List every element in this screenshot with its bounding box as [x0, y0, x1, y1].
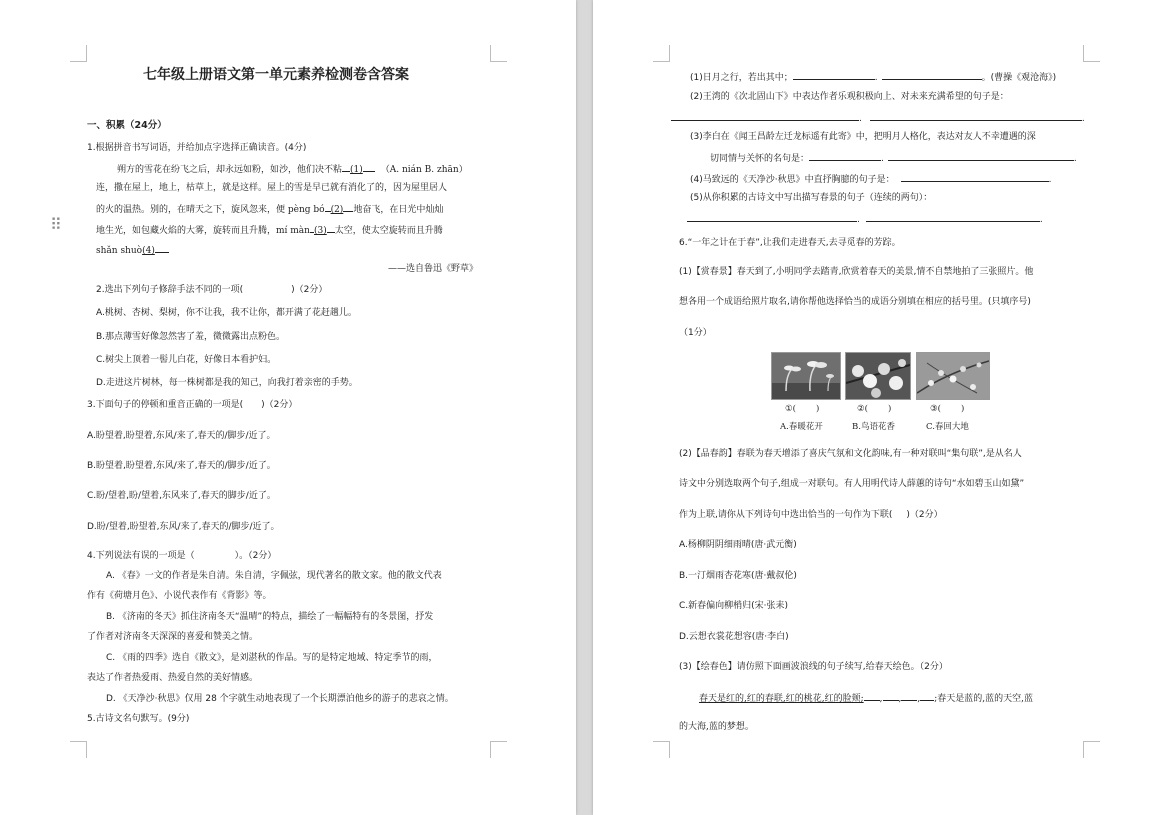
option: D.云想衣裳花想容(唐·李白) — [679, 632, 789, 642]
photo-label-3: ③( ) — [930, 404, 965, 414]
document-page-right — [593, 0, 1160, 815]
question-2: 2.选出下列句子修辞手法不同的一项( )（2分） — [96, 285, 328, 295]
question-6-part-2-continued: 诗文中分别选取两个句子,组成一对联句。有人用明代诗人薛蕙的诗句“水如碧玉山如黛” — [679, 479, 1025, 489]
option: A.杨柳阴阴细雨晴(唐·武元衡) — [679, 540, 797, 550]
photo-blossoms — [845, 352, 911, 400]
question-5: 5.古诗文名句默写。(9分) — [87, 714, 190, 724]
page-title: 七年级上册语文第一单元素养检测卷含答案 — [143, 67, 409, 83]
option: D. 《天净沙·秋思》仅用 28 个字就生动地表现了一个长期漂泊他乡的游子的悲哀之情。 — [106, 694, 454, 704]
drag-handle-icon[interactable]: ⠿ — [50, 215, 62, 234]
page-corner-mark — [490, 741, 507, 758]
page-corner-mark — [653, 45, 670, 62]
page-corner-mark — [70, 45, 87, 62]
question-6-part-1-score: （1分） — [679, 328, 712, 338]
page-corner-mark — [653, 741, 670, 758]
question-6-part-2: (2)【品春韵】春联为春天增添了喜庆气氛和文化韵味,有一种对联叫“集句联”,是从名人 — [679, 449, 1022, 459]
answer-blank-line: . . — [671, 110, 1085, 126]
idiom-option-b: B.鸟语花香 — [852, 422, 895, 432]
option-continued: 作有《荷塘月色》、小说代表作有《背影》等。 — [87, 591, 272, 601]
question-3: 3.下面句子的停顿和重音正确的一项是( )（2分） — [87, 400, 298, 410]
option: A.盼望着,盼望着,东风/来了,春天的/脚步/近了。 — [87, 431, 276, 441]
page-corner-mark — [490, 45, 507, 62]
question-6-part-1-continued: 想各用一个成语给照片取名,请你帮他选择恰当的成语分别填在相应的括号里。(只填序号) — [679, 297, 1031, 307]
option: C.树尖上顶着一髻儿白花，好像日本看护妇。 — [96, 355, 277, 365]
passage-source: ——选自鲁迅《野草》 — [388, 264, 479, 274]
section-heading: 一、积累（24分） — [87, 120, 167, 131]
question-6-part-1: (1)【赏春景】春天到了,小明同学去踏青,欣赏着春天的美景,情不自禁地拍了三张照片。他 — [679, 267, 1034, 277]
poem-item-4: (4)马致远的《天净沙·秋思》中直抒胸臆的句子是： . — [690, 171, 1052, 187]
idiom-option-c: C.春回大地 — [926, 422, 969, 432]
imitation-sentence-continued: 的大海,蓝的梦想。 — [679, 722, 754, 732]
option: B.那点薄雪好像忽然害了羞，微微露出点粉色。 — [96, 332, 286, 342]
option: B. 《济南的冬天》抓住济南冬天“温晴”的特点，描绘了一幅幅特有的冬景图，抒发 — [106, 612, 434, 622]
imitation-sentence: 春天是红的,红的春联,红的桃花,红的脸颊; , , , ;春天是蓝的,蓝的天空,蓝 — [699, 690, 1033, 706]
poem-item-2: (2)王湾的《次北固山下》中表达作者乐观积极向上、对未来充满希望的句子是： — [690, 92, 1009, 102]
option-continued: 表达了作者热爱雨、热爱自然的美好情感。 — [87, 673, 259, 683]
option: B.一汀烟雨杏花寒(唐·戴叔伦) — [679, 571, 797, 581]
photo-label-1: ①( ) — [785, 404, 820, 414]
question-4: 4.下列说法有误的一项是（ ）。（2分） — [87, 551, 277, 561]
question-6: 6.“一年之计在于春”,让我们走进春天,去寻觅春的芳踪。 — [679, 238, 901, 248]
passage-line: 连，撒在屋上，地上，枯草上，就是这样。屋上的雪是早已就有消化了的，因为屋里居人 — [96, 183, 448, 193]
page-corner-mark — [70, 741, 87, 758]
photo-spring-branches — [916, 352, 990, 400]
photo-sprouts — [771, 352, 841, 400]
option: C.盼/望着,盼/望着,东风来了,春天的脚步/近了。 — [87, 491, 276, 501]
question-6-part-2-continued: 作为上联,请你从下列诗句中选出恰当的一句作为下联( )（2分） — [679, 510, 943, 520]
passage-line: 地生光，如包藏火焰的大雾，旋转而且升腾，mí màn (3) 太空，使太空旋转而且升腾 — [96, 222, 443, 238]
document-page-left — [0, 0, 576, 815]
poem-item-3-continued: 切同情与关怀的名句是： . . — [710, 150, 1077, 166]
option: C. 《雨的四季》选自《散文》，是刘湛秋的作品。写的是特定地域、特定季节的雨， — [106, 653, 438, 663]
option: A. 《春》一文的作者是朱自清。朱自清，字佩弦，现代著名的散文家。他的散文代表 — [106, 571, 442, 581]
page-corner-mark — [1083, 741, 1100, 758]
question-1: 1.根据拼音书写词语，并给加点字选择正确读音。(4分) — [87, 143, 307, 153]
option: D.走进这片树林，每一株树都是我的知己，向我打着亲密的手势。 — [96, 378, 358, 388]
photo-label-2: ②( ) — [857, 404, 892, 414]
option-continued: 了作者对济南冬天深深的喜爱和赞美之情。 — [87, 632, 259, 642]
poem-item-5: (5)从你积累的古诗文中写出描写春景的句子（连续的两句）： — [690, 193, 933, 203]
option: D.盼/望着,盼望着,东风/来了,春天的/脚步/近了。 — [87, 522, 280, 532]
page-corner-mark — [1083, 45, 1100, 62]
passage-line: 的火的温热。别的，在晴天之下，旋风忽来，便 pèng bó (2) 地奋飞，在日光中灿灿 — [96, 201, 443, 217]
passage-line: 朔方的雪花在纷飞之后，却永远如粉，如沙，他们决不粘 (1) （A. nián B. zhān） — [117, 161, 468, 177]
idiom-option-a: A.春暖花开 — [780, 422, 823, 432]
option: B.盼望着,盼望着,东风/来了,春天的/脚步/近了。 — [87, 461, 276, 471]
option: C.新春偏向柳梢归(宋·张耒) — [679, 601, 789, 611]
poem-item-3: (3)李白在《闻王昌龄左迁龙标遥有此寄》中，把明月人格化，表达对友人不幸遭遇的深 — [690, 132, 1036, 142]
passage-line: shǎn shuò(4) — [96, 242, 169, 258]
question-6-part-3: (3)【绘春色】请仿照下面画波浪线的句子续写,给春天绘色。（2分） — [679, 662, 948, 672]
option: A.桃树、杏树、梨树，你不让我，我不让你，都开满了花赶趟儿。 — [96, 308, 357, 318]
poem-item-1: (1)日月之行，若出其中； . 。(曹操《观沧海》) — [690, 69, 1056, 85]
answer-blank-line: . . — [687, 211, 1043, 227]
